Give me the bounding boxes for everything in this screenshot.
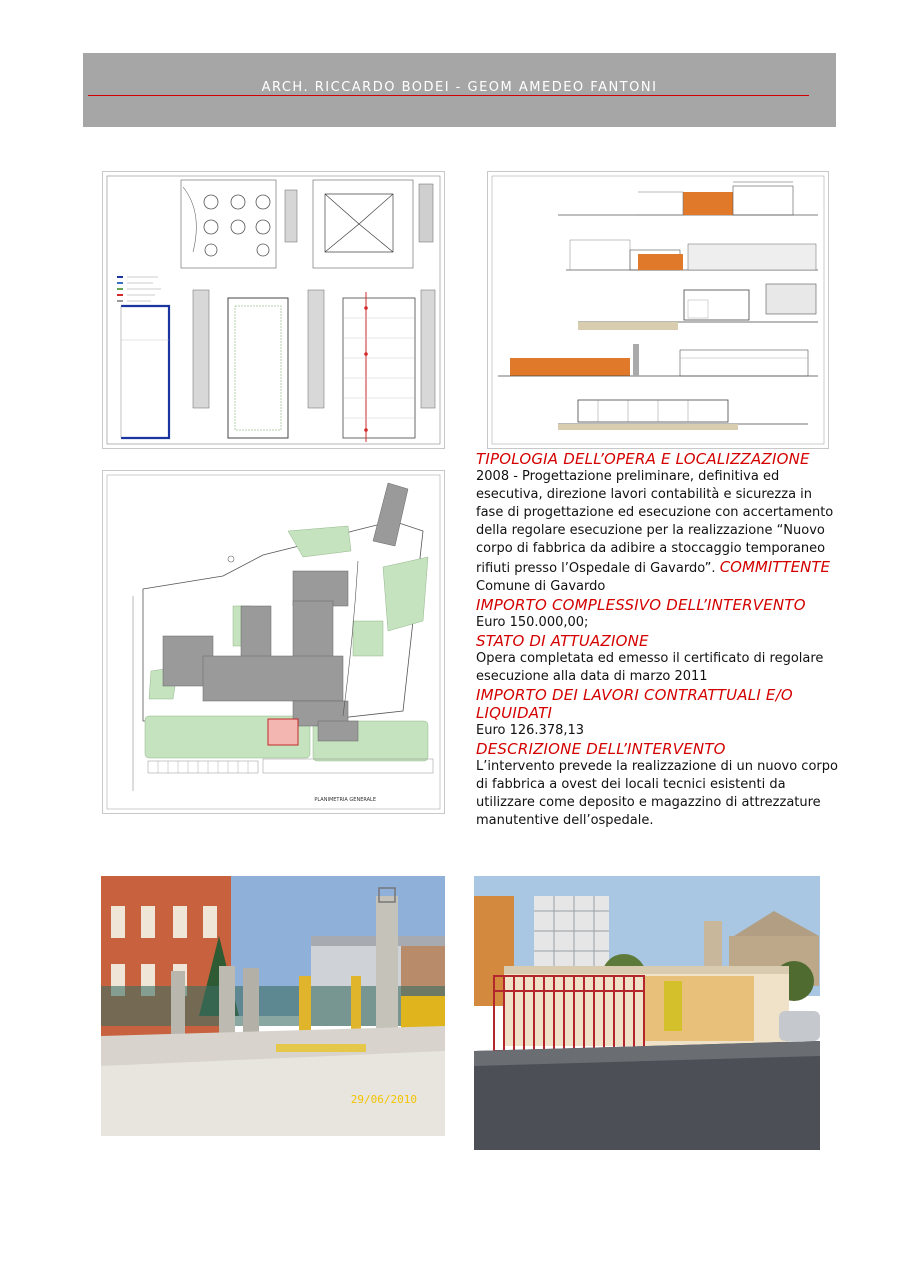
- importo-text: Euro 150.000,00;: [476, 615, 589, 630]
- committente-heading: COMMITTENTE: [719, 558, 830, 576]
- lavori-text: Euro 126.378,13: [476, 723, 585, 738]
- importo-heading: IMPORTO COMPLESSIVO DELL’INTERVENTO: [476, 596, 806, 614]
- descrizione-heading: DESCRIZIONE DELL’INTERVENTO: [476, 740, 726, 758]
- plans-drawing: [102, 171, 445, 449]
- project-description: [476, 450, 842, 830]
- completed-building-photo: [474, 876, 820, 1150]
- tipologia-text: 2008 - Progettazione preliminare, definitiva ed esecutiva, direzione lavori contabilità e sicurezza in fase di progettazione ed esecuzione con accertamento della regolare esecuzione per la realizzazione “Nuovo corpo di fabbrica da adibire a stoccaggio temporaneo rifiuti presso l’Ospedale di Gavardo”.: [476, 469, 834, 576]
- tipologia-heading: TIPOLOGIA DELL’OPERA E LOCALIZZAZIONE: [476, 450, 810, 468]
- page-header: [83, 53, 836, 127]
- sections-drawing: [487, 171, 829, 449]
- stato-text: Opera completata ed emesso il certificato di regolare esecuzione alla data di marzo 2011: [476, 651, 824, 684]
- siteplan-drawing: [102, 470, 445, 814]
- header-title: ARCH. RICCARDO BODEI - GEOM AMEDEO FANTONI: [261, 80, 658, 95]
- descrizione-text: L’intervento prevede la realizzazione di un nuovo corpo di fabbrica a ovest dei locali tecnici esistenti da utilizzare come deposito e magazzino di attrezzature manutentive dell’ospedale.: [476, 759, 838, 828]
- photo-date-stamp: 29/06/2010: [350, 1093, 417, 1106]
- construction-photo: [101, 876, 445, 1136]
- lavori-heading: IMPORTO DEI LAVORI CONTRATTUALI E/O LIQUIDATI: [476, 686, 793, 722]
- header-rule: [88, 95, 809, 96]
- committente-text: Comune di Gavardo: [476, 579, 606, 594]
- siteplan-caption: PLANIMETRIA GENERALE: [314, 797, 376, 803]
- stato-heading: STATO DI ATTUAZIONE: [476, 632, 649, 650]
